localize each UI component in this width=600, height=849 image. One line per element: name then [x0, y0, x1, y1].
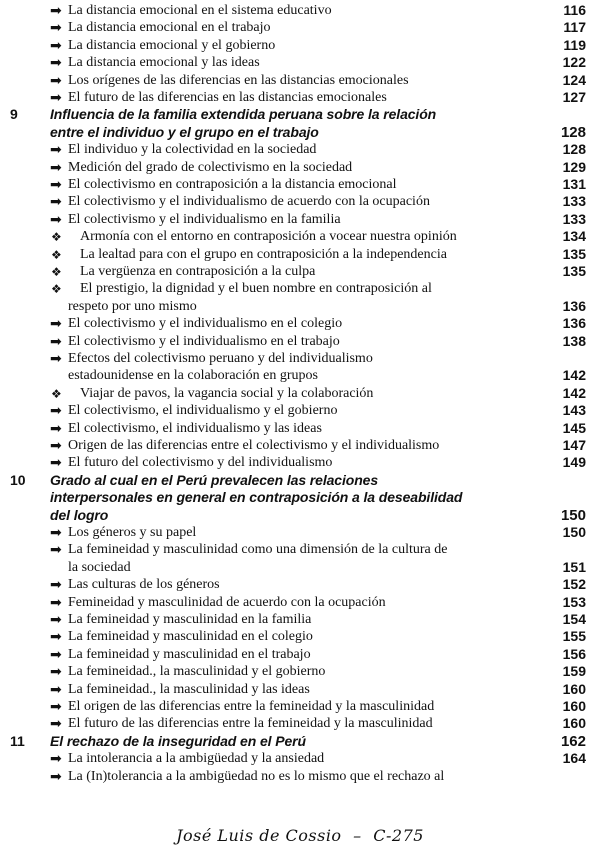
page-number: 124 [562, 71, 586, 88]
entry-title: La femineidad y masculinidad en el colegio [68, 629, 313, 645]
toc-entry-row [0, 768, 600, 786]
arrow-bullet-icon: ➡ [50, 699, 62, 715]
chapter-title: interpersonales en general en contraposición a la deseabilidad [50, 489, 463, 506]
page-number: 127 [562, 89, 586, 105]
toc-entry-row [0, 176, 600, 194]
arrow-bullet-icon: ➡ [50, 455, 62, 472]
arrow-bullet-icon: ➡ [50, 142, 62, 159]
page-number: 143 [562, 402, 586, 419]
page-number: 160 [562, 698, 586, 714]
page-number: 138 [562, 332, 586, 349]
toc-entry-row [0, 159, 600, 177]
arrow-bullet-icon: ➡ [50, 177, 62, 193]
toc-entry-row [0, 750, 600, 768]
arrow-bullet-icon: ➡ [50, 55, 62, 72]
entry-title: respeto por uno mismo [68, 298, 197, 314]
page-number: 117 [563, 19, 586, 36]
entry-title: El individuo y la colectividad en la sociedad [68, 142, 317, 158]
toc-entry-row [0, 367, 600, 385]
page-number: 156 [562, 645, 586, 662]
page-number: 135 [562, 245, 586, 262]
toc-entry-row [0, 228, 600, 246]
arrow-bullet-icon: ➡ [50, 37, 62, 54]
toc-entry-row [0, 315, 600, 333]
arrow-bullet-icon: ➡ [50, 594, 62, 611]
page-number: 150 [562, 524, 586, 540]
entry-title: La femineidad y masculinidad en el trabajo [68, 646, 311, 662]
entry-title: La lealtad para con el grupo en contraposición a la independencia [80, 246, 447, 262]
entry-title: La vergüenza en contraposición a la culpa [80, 264, 316, 279]
entry-title: El origen de las diferencias entre la femineidad y la masculinidad [68, 699, 435, 714]
entry-title: El colectivismo y el individualismo en el colegio [68, 316, 343, 332]
page-number: 129 [562, 158, 586, 175]
toc-entry-row [0, 628, 600, 646]
page-number: 160 [562, 715, 586, 732]
arrow-bullet-icon: ➡ [50, 316, 62, 333]
arrow-bullet-icon: ➡ [50, 542, 62, 559]
diamond-bullet-icon: ❖ [51, 247, 62, 262]
toc-entry-row [0, 193, 600, 211]
entry-title: Efectos del colectivismo peruano y del individualismo [68, 351, 373, 366]
entry-title: Femineidad y masculinidad de acuerdo con la ocupación [68, 594, 386, 610]
toc-entry-row [0, 263, 600, 281]
arrow-bullet-icon: ➡ [50, 716, 62, 733]
entry-title: La distancia emocional en el trabajo [68, 20, 271, 36]
arrow-bullet-icon: ➡ [50, 646, 62, 663]
toc-entry-row [0, 576, 600, 594]
entry-title: La distancia emocional y el gobierno [68, 37, 276, 53]
arrow-bullet-icon: ➡ [50, 681, 62, 698]
arrow-bullet-icon: ➡ [50, 751, 62, 768]
page-number: 154 [562, 611, 586, 627]
toc-entry-row [0, 298, 600, 316]
page-number: 151 [562, 558, 586, 575]
toc-entry-row [0, 681, 600, 699]
page-number: 160 [562, 680, 586, 697]
page-number: 147 [562, 437, 586, 453]
page-number: 133 [562, 193, 586, 210]
toc-entry-row [0, 37, 600, 55]
toc-entry-row [0, 524, 600, 542]
arrow-bullet-icon: ➡ [50, 420, 62, 437]
chapter-title: Grado al cual en el Perú prevalecen las relaciones [50, 471, 379, 488]
diamond-bullet-icon: ❖ [51, 386, 62, 401]
arrow-bullet-icon: ➡ [50, 194, 62, 211]
chapter-heading-row [0, 489, 600, 507]
toc-entry-row [0, 350, 600, 368]
page-number: 134 [562, 228, 586, 245]
arrow-bullet-icon: ➡ [50, 211, 62, 228]
entry-title: El prestigio, la dignidad y el buen nombre en contraposición al [80, 281, 432, 297]
footer-author: José Luis de Cossio [176, 826, 342, 845]
entry-title: El colectivismo y el individualismo de acuerdo con la ocupación [68, 194, 430, 210]
entry-title: Origen de las diferencias entre el colectivismo y el individualismo [68, 438, 440, 453]
arrow-bullet-icon: ➡ [50, 351, 62, 367]
arrow-bullet-icon: ➡ [50, 438, 62, 454]
page-number: 136 [562, 315, 586, 332]
page-number: 155 [562, 628, 586, 645]
page-number: 133 [562, 210, 586, 227]
entry-title: Los orígenes de las diferencias en las distancias emocionales [68, 72, 409, 88]
entry-title: El colectivismo, el individualismo y las ideas [68, 420, 322, 436]
entry-title: La (In)tolerancia a la ambigüedad no es lo mismo que el rechazo al [68, 768, 445, 784]
entry-title: La femineidad y masculinidad en la familia [68, 612, 312, 627]
toc-entry-row [0, 454, 600, 472]
toc-entry-row [0, 141, 600, 159]
page-number: 119 [563, 36, 586, 53]
entry-title: La intolerancia a la ambigüedad y la ansiedad [68, 751, 325, 767]
entry-title: La distancia emocional en el sistema educativo [68, 3, 332, 18]
toc-entry-row [0, 402, 600, 420]
diamond-bullet-icon: ❖ [51, 265, 62, 279]
page-number: 122 [562, 54, 586, 71]
page-number: 159 [562, 663, 586, 680]
diamond-bullet-icon: ❖ [51, 230, 62, 245]
arrow-bullet-icon: ➡ [50, 664, 62, 681]
entry-title: El colectivismo y el individualismo en la familia [68, 211, 341, 227]
arrow-bullet-icon: ➡ [50, 403, 62, 420]
toc-entry-row [0, 89, 600, 107]
page-number: 150 [560, 506, 586, 524]
diamond-bullet-icon: ❖ [51, 282, 62, 297]
entry-title: El colectivismo en contraposición a la distancia emocional [68, 177, 397, 192]
toc-entry-row [0, 715, 600, 733]
arrow-bullet-icon: ➡ [50, 20, 62, 37]
arrow-bullet-icon: ➡ [50, 768, 62, 785]
page-number: 152 [562, 576, 586, 593]
toc-entry-row [0, 246, 600, 264]
page-number: 153 [562, 593, 586, 610]
footer-separator: – [353, 826, 362, 845]
chapter-number: 10 [10, 471, 26, 488]
page-number: 136 [562, 297, 586, 314]
entry-title: La femineidad., la masculinidad y las ideas [68, 681, 310, 697]
page-footer [0, 826, 600, 845]
toc-entry-row [0, 2, 600, 20]
toc-entry-row [0, 72, 600, 90]
chapter-heading-row [0, 507, 600, 525]
toc-entry-row [0, 437, 600, 455]
chapter-number: 9 [10, 106, 18, 123]
toc-entry-row [0, 698, 600, 716]
entry-title: Medición del grado de colectivismo en la sociedad [68, 159, 353, 175]
arrow-bullet-icon: ➡ [50, 629, 62, 646]
footer-page-code: C-275 [373, 826, 424, 845]
toc-entry-row [0, 611, 600, 629]
toc-entry-row [0, 280, 600, 298]
page-number: 164 [562, 750, 586, 767]
chapter-heading-row [0, 733, 600, 751]
page-number: 162 [560, 732, 586, 750]
entry-title: la sociedad [68, 559, 131, 575]
entry-title: Los géneros y su papel [68, 525, 197, 540]
page-number: 135 [562, 263, 586, 279]
arrow-bullet-icon: ➡ [50, 72, 62, 89]
toc-entry-row [0, 385, 600, 403]
toc-entry-row [0, 594, 600, 612]
arrow-bullet-icon: ➡ [50, 577, 62, 594]
toc-entry-row [0, 541, 600, 559]
chapter-number: 11 [10, 732, 25, 749]
entry-title: El colectivismo y el individualismo en el trabajo [68, 333, 340, 349]
toc-entry-row [0, 19, 600, 37]
arrow-bullet-icon: ➡ [50, 333, 62, 350]
page-number: 128 [560, 123, 586, 141]
chapter-heading-row [0, 472, 600, 490]
toc-entry-row [0, 420, 600, 438]
page-number: 131 [562, 176, 586, 192]
arrow-bullet-icon: ➡ [50, 525, 62, 541]
toc-entry-row [0, 646, 600, 664]
chapter-heading-row [0, 124, 600, 142]
entry-title: El futuro del colectivismo y del individualismo [68, 455, 333, 471]
page-number: 128 [562, 141, 586, 158]
page-number: 145 [562, 419, 586, 436]
entry-title: Viajar de pavos, la vagancia social y la colaboración [80, 385, 374, 401]
arrow-bullet-icon: ➡ [50, 3, 62, 19]
arrow-bullet-icon: ➡ [50, 159, 62, 176]
chapter-title: El rechazo de la inseguridad en el Perú [50, 732, 306, 749]
entry-title: El colectivismo, el individualismo y el gobierno [68, 403, 338, 419]
page-number: 116 [563, 2, 586, 18]
page-number: 142 [562, 367, 586, 384]
toc-entry-row [0, 333, 600, 351]
toc-entry-row [0, 559, 600, 577]
arrow-bullet-icon: ➡ [50, 612, 62, 628]
toc-entry-row [0, 211, 600, 229]
toc-entry-row [0, 663, 600, 681]
entry-title: La femineidad., la masculinidad y el gobierno [68, 664, 326, 680]
chapter-title: entre el individuo y el grupo en el trabajo [50, 123, 319, 140]
entry-title: La distancia emocional y las ideas [68, 55, 260, 71]
entry-title: La femineidad y masculinidad como una dimensión de la cultura de [68, 542, 448, 558]
chapter-heading-row [0, 106, 600, 124]
entry-title: Armonía con el entorno en contraposición a vocear nuestra opinión [80, 229, 457, 245]
entry-title: El futuro de las diferencias en las distancias emocionales [68, 90, 387, 105]
page-number: 142 [562, 384, 586, 401]
entry-title: El futuro de las diferencias entre la femineidad y la masculinidad [68, 716, 433, 732]
entry-title: estadounidense en la colaboración en grupos [68, 368, 318, 384]
page-number: 149 [562, 454, 586, 471]
arrow-bullet-icon: ➡ [50, 90, 62, 106]
entry-title: Las culturas de los géneros [68, 577, 220, 593]
chapter-title: Influencia de la familia extendida peruana sobre la relación [50, 106, 437, 123]
toc-entry-row [0, 54, 600, 72]
chapter-title: del logro [50, 506, 109, 523]
